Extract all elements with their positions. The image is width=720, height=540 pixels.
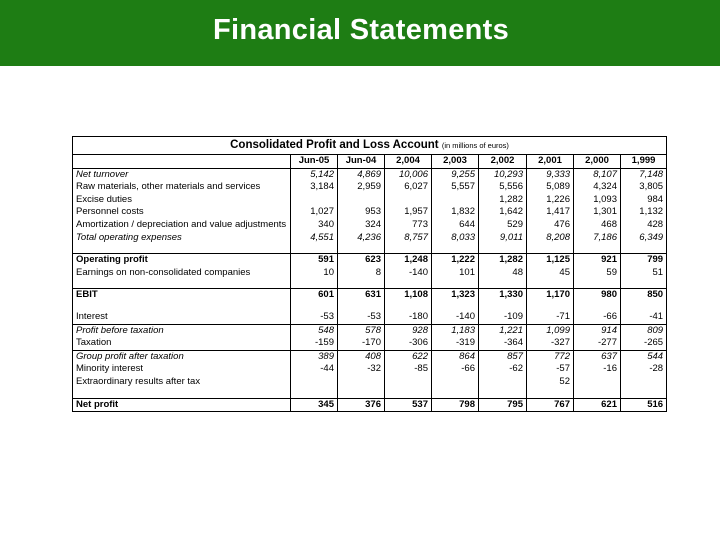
table-cell bbox=[338, 194, 385, 207]
table-cell: 376 bbox=[338, 398, 385, 412]
table-cell: 476 bbox=[527, 219, 574, 232]
row-label: Interest bbox=[73, 311, 291, 324]
table-cell bbox=[621, 302, 667, 311]
column-header: Jun-05 bbox=[291, 155, 338, 169]
table-cell bbox=[338, 244, 385, 254]
table-cell: 10 bbox=[291, 267, 338, 280]
table-cell: 4,869 bbox=[338, 168, 385, 181]
table-cell: 644 bbox=[432, 219, 479, 232]
table-cell: 1,132 bbox=[621, 206, 667, 219]
table-cell: 795 bbox=[479, 398, 527, 412]
table-row bbox=[73, 350, 667, 363]
table-cell: 345 bbox=[291, 398, 338, 412]
table-cell bbox=[479, 376, 527, 389]
table-cell: -265 bbox=[621, 337, 667, 350]
table-cell: 1,170 bbox=[527, 289, 574, 302]
table-cell: 8,107 bbox=[574, 168, 621, 181]
table-cell bbox=[574, 279, 621, 289]
table-cell: 798 bbox=[432, 398, 479, 412]
row-label: Earnings on non-consolidated companies bbox=[73, 267, 291, 280]
table-spacer-row bbox=[73, 389, 667, 399]
table-cell bbox=[385, 244, 432, 254]
table-cell bbox=[432, 376, 479, 389]
column-header: Jun-04 bbox=[338, 155, 385, 169]
table-cell bbox=[432, 389, 479, 399]
table-cell: 799 bbox=[621, 254, 667, 267]
table-cell: 5,142 bbox=[291, 168, 338, 181]
table-cell: 1,301 bbox=[574, 206, 621, 219]
table-cell: 622 bbox=[385, 350, 432, 363]
table-cell bbox=[338, 376, 385, 389]
row-label: Net turnover bbox=[73, 168, 291, 181]
column-header: 2,004 bbox=[385, 155, 432, 169]
table-cell: 772 bbox=[527, 350, 574, 363]
column-header: 2,001 bbox=[527, 155, 574, 169]
table-cell: 101 bbox=[432, 267, 479, 280]
table-cell bbox=[338, 279, 385, 289]
column-header: 2,002 bbox=[479, 155, 527, 169]
table-cell: 548 bbox=[291, 324, 338, 337]
row-label: Net profit bbox=[73, 398, 291, 412]
table-row bbox=[73, 289, 667, 302]
table-title-text: Consolidated Profit and Loss Account bbox=[230, 139, 439, 151]
row-label: Personnel costs bbox=[73, 206, 291, 219]
table-row bbox=[73, 219, 667, 232]
table-cell bbox=[291, 194, 338, 207]
row-label bbox=[73, 302, 291, 311]
table-cell: 773 bbox=[385, 219, 432, 232]
table-cell bbox=[527, 244, 574, 254]
table-cell: 516 bbox=[621, 398, 667, 412]
table-cell bbox=[479, 244, 527, 254]
table-cell: 1,282 bbox=[479, 254, 527, 267]
column-header: 2,003 bbox=[432, 155, 479, 169]
table-cell: -140 bbox=[432, 311, 479, 324]
table-cell: -159 bbox=[291, 337, 338, 350]
table-cell: -44 bbox=[291, 363, 338, 376]
table-cell: 621 bbox=[574, 398, 621, 412]
table-cell: 1,222 bbox=[432, 254, 479, 267]
table-cell: 8,033 bbox=[432, 232, 479, 245]
table-cell: 9,011 bbox=[479, 232, 527, 245]
table-cell: 1,027 bbox=[291, 206, 338, 219]
table-row bbox=[73, 337, 667, 350]
table-cell: -66 bbox=[574, 311, 621, 324]
table-cell: 45 bbox=[527, 267, 574, 280]
row-label: Profit before taxation bbox=[73, 324, 291, 337]
table-cell: 9,333 bbox=[527, 168, 574, 181]
table-cell: 1,183 bbox=[432, 324, 479, 337]
table-cell: 1,417 bbox=[527, 206, 574, 219]
table-cell: -28 bbox=[621, 363, 667, 376]
table-cell: 1,323 bbox=[432, 289, 479, 302]
table-cell bbox=[574, 302, 621, 311]
table-cell: 8 bbox=[338, 267, 385, 280]
table-cell: -53 bbox=[291, 311, 338, 324]
table-cell bbox=[338, 389, 385, 399]
table-spacer-row bbox=[73, 244, 667, 254]
table-row bbox=[73, 254, 667, 267]
table-cell: 631 bbox=[338, 289, 385, 302]
table-title bbox=[73, 137, 667, 155]
table-cell: 1,099 bbox=[527, 324, 574, 337]
table-cell: 10,293 bbox=[479, 168, 527, 181]
table-cell: 767 bbox=[527, 398, 574, 412]
table-cell bbox=[527, 302, 574, 311]
table-cell bbox=[385, 302, 432, 311]
table-cell: 850 bbox=[621, 289, 667, 302]
table-cell bbox=[291, 244, 338, 254]
table-spacer-row bbox=[73, 279, 667, 289]
table-cell: 1,108 bbox=[385, 289, 432, 302]
table-cell: 468 bbox=[574, 219, 621, 232]
table-cell: 980 bbox=[574, 289, 621, 302]
table-cell: 8,757 bbox=[385, 232, 432, 245]
table-cell bbox=[291, 389, 338, 399]
table-row bbox=[73, 206, 667, 219]
table-cell bbox=[621, 376, 667, 389]
table-row bbox=[73, 267, 667, 280]
table-cell: -140 bbox=[385, 267, 432, 280]
table-cell: 1,248 bbox=[385, 254, 432, 267]
page-title bbox=[0, 14, 720, 47]
table-cell: 5,089 bbox=[527, 181, 574, 194]
table-cell bbox=[432, 244, 479, 254]
table-cell: 6,027 bbox=[385, 181, 432, 194]
table-cell: 928 bbox=[385, 324, 432, 337]
row-label: Amortization / depreciation and value adjustments bbox=[73, 219, 291, 232]
table-cell: 2,959 bbox=[338, 181, 385, 194]
table-cell: -32 bbox=[338, 363, 385, 376]
table-cell: -57 bbox=[527, 363, 574, 376]
table-cell: 1,832 bbox=[432, 206, 479, 219]
profit-and-loss-table bbox=[72, 136, 667, 412]
row-label bbox=[73, 244, 291, 254]
table-cell bbox=[291, 302, 338, 311]
table-cell bbox=[385, 279, 432, 289]
table-cell: 984 bbox=[621, 194, 667, 207]
table-cell bbox=[385, 376, 432, 389]
table-cell: 578 bbox=[338, 324, 385, 337]
table-cell: 324 bbox=[338, 219, 385, 232]
table-cell: 1,226 bbox=[527, 194, 574, 207]
table-cell: 637 bbox=[574, 350, 621, 363]
table-cell: -319 bbox=[432, 337, 479, 350]
column-header: 1,999 bbox=[621, 155, 667, 169]
table-cell: 914 bbox=[574, 324, 621, 337]
table-cell: 340 bbox=[291, 219, 338, 232]
table-cell bbox=[432, 194, 479, 207]
table-cell: 51 bbox=[621, 267, 667, 280]
table-cell bbox=[432, 302, 479, 311]
table-cell: -41 bbox=[621, 311, 667, 324]
table-cell: -170 bbox=[338, 337, 385, 350]
table-cell: 8,208 bbox=[527, 232, 574, 245]
table-cell: 5,556 bbox=[479, 181, 527, 194]
table-cell: 1,221 bbox=[479, 324, 527, 337]
row-label bbox=[73, 389, 291, 399]
table-cell: 1,282 bbox=[479, 194, 527, 207]
table-cell: -109 bbox=[479, 311, 527, 324]
table-cell bbox=[574, 244, 621, 254]
table-cell: 623 bbox=[338, 254, 385, 267]
table-cell: 591 bbox=[291, 254, 338, 267]
table-cell: 4,324 bbox=[574, 181, 621, 194]
table-header-row bbox=[73, 155, 667, 169]
table-cell: 408 bbox=[338, 350, 385, 363]
row-label: Taxation bbox=[73, 337, 291, 350]
table-cell: 389 bbox=[291, 350, 338, 363]
table-cell: 9,255 bbox=[432, 168, 479, 181]
table-cell: 1,093 bbox=[574, 194, 621, 207]
table-cell: 544 bbox=[621, 350, 667, 363]
row-label: Raw materials, other materials and services bbox=[73, 181, 291, 194]
page-title-text: Financial Statements bbox=[212, 14, 510, 46]
table-cell bbox=[291, 376, 338, 389]
row-label: Extraordinary results after tax bbox=[73, 376, 291, 389]
table-cell: 4,551 bbox=[291, 232, 338, 245]
table-cell: -306 bbox=[385, 337, 432, 350]
table-cell: 1,125 bbox=[527, 254, 574, 267]
row-label: Operating profit bbox=[73, 254, 291, 267]
table-cell: 428 bbox=[621, 219, 667, 232]
table-cell: 809 bbox=[621, 324, 667, 337]
table-cell: 52 bbox=[527, 376, 574, 389]
table-row bbox=[73, 324, 667, 337]
table-cell: -85 bbox=[385, 363, 432, 376]
table-cell bbox=[338, 302, 385, 311]
table-cell bbox=[432, 279, 479, 289]
table-cell bbox=[621, 389, 667, 399]
table-cell: 4,236 bbox=[338, 232, 385, 245]
table-cell: 3,184 bbox=[291, 181, 338, 194]
table-cell: 1,957 bbox=[385, 206, 432, 219]
table-cell bbox=[527, 389, 574, 399]
column-header: 2,000 bbox=[574, 155, 621, 169]
table-row bbox=[73, 168, 667, 181]
table-cell: 864 bbox=[432, 350, 479, 363]
table-row bbox=[73, 398, 667, 412]
row-label: EBIT bbox=[73, 289, 291, 302]
table-cell: 1,642 bbox=[479, 206, 527, 219]
table-unit-note: (in millions of euros) bbox=[441, 141, 509, 150]
table-cell: 6,349 bbox=[621, 232, 667, 245]
table-cell: 7,186 bbox=[574, 232, 621, 245]
table-cell: -327 bbox=[527, 337, 574, 350]
table-cell bbox=[291, 279, 338, 289]
table-row bbox=[73, 376, 667, 389]
table-cell bbox=[385, 194, 432, 207]
table-cell: -364 bbox=[479, 337, 527, 350]
table-cell: -62 bbox=[479, 363, 527, 376]
table-cell bbox=[527, 279, 574, 289]
table-row bbox=[73, 181, 667, 194]
table-cell: -53 bbox=[338, 311, 385, 324]
row-label bbox=[73, 279, 291, 289]
table-cell bbox=[574, 376, 621, 389]
table-cell: -16 bbox=[574, 363, 621, 376]
row-label: Group profit after taxation bbox=[73, 350, 291, 363]
table-cell bbox=[479, 302, 527, 311]
table-cell: 921 bbox=[574, 254, 621, 267]
table-cell: 857 bbox=[479, 350, 527, 363]
title-banner bbox=[0, 0, 720, 66]
table-cell: -71 bbox=[527, 311, 574, 324]
table-header-label-cell bbox=[73, 155, 291, 169]
table-cell bbox=[574, 389, 621, 399]
table-cell: 59 bbox=[574, 267, 621, 280]
table-cell bbox=[385, 389, 432, 399]
table-row bbox=[73, 311, 667, 324]
table-cell bbox=[479, 279, 527, 289]
table-cell: 537 bbox=[385, 398, 432, 412]
table-cell: -66 bbox=[432, 363, 479, 376]
table-row bbox=[73, 194, 667, 207]
table-cell bbox=[479, 389, 527, 399]
table-cell: 953 bbox=[338, 206, 385, 219]
table-row bbox=[73, 363, 667, 376]
table-cell: 7,148 bbox=[621, 168, 667, 181]
table-cell: 3,805 bbox=[621, 181, 667, 194]
table-cell: -277 bbox=[574, 337, 621, 350]
table-cell bbox=[621, 244, 667, 254]
row-label: Minority interest bbox=[73, 363, 291, 376]
row-label: Total operating expenses bbox=[73, 232, 291, 245]
table-spacer-row bbox=[73, 302, 667, 311]
table-cell bbox=[621, 279, 667, 289]
table-cell: 5,557 bbox=[432, 181, 479, 194]
table-cell: 1,330 bbox=[479, 289, 527, 302]
table-cell: -180 bbox=[385, 311, 432, 324]
table-cell: 10,006 bbox=[385, 168, 432, 181]
table-cell: 48 bbox=[479, 267, 527, 280]
table-cell: 601 bbox=[291, 289, 338, 302]
table-row bbox=[73, 232, 667, 245]
table-cell: 529 bbox=[479, 219, 527, 232]
row-label: Excise duties bbox=[73, 194, 291, 207]
